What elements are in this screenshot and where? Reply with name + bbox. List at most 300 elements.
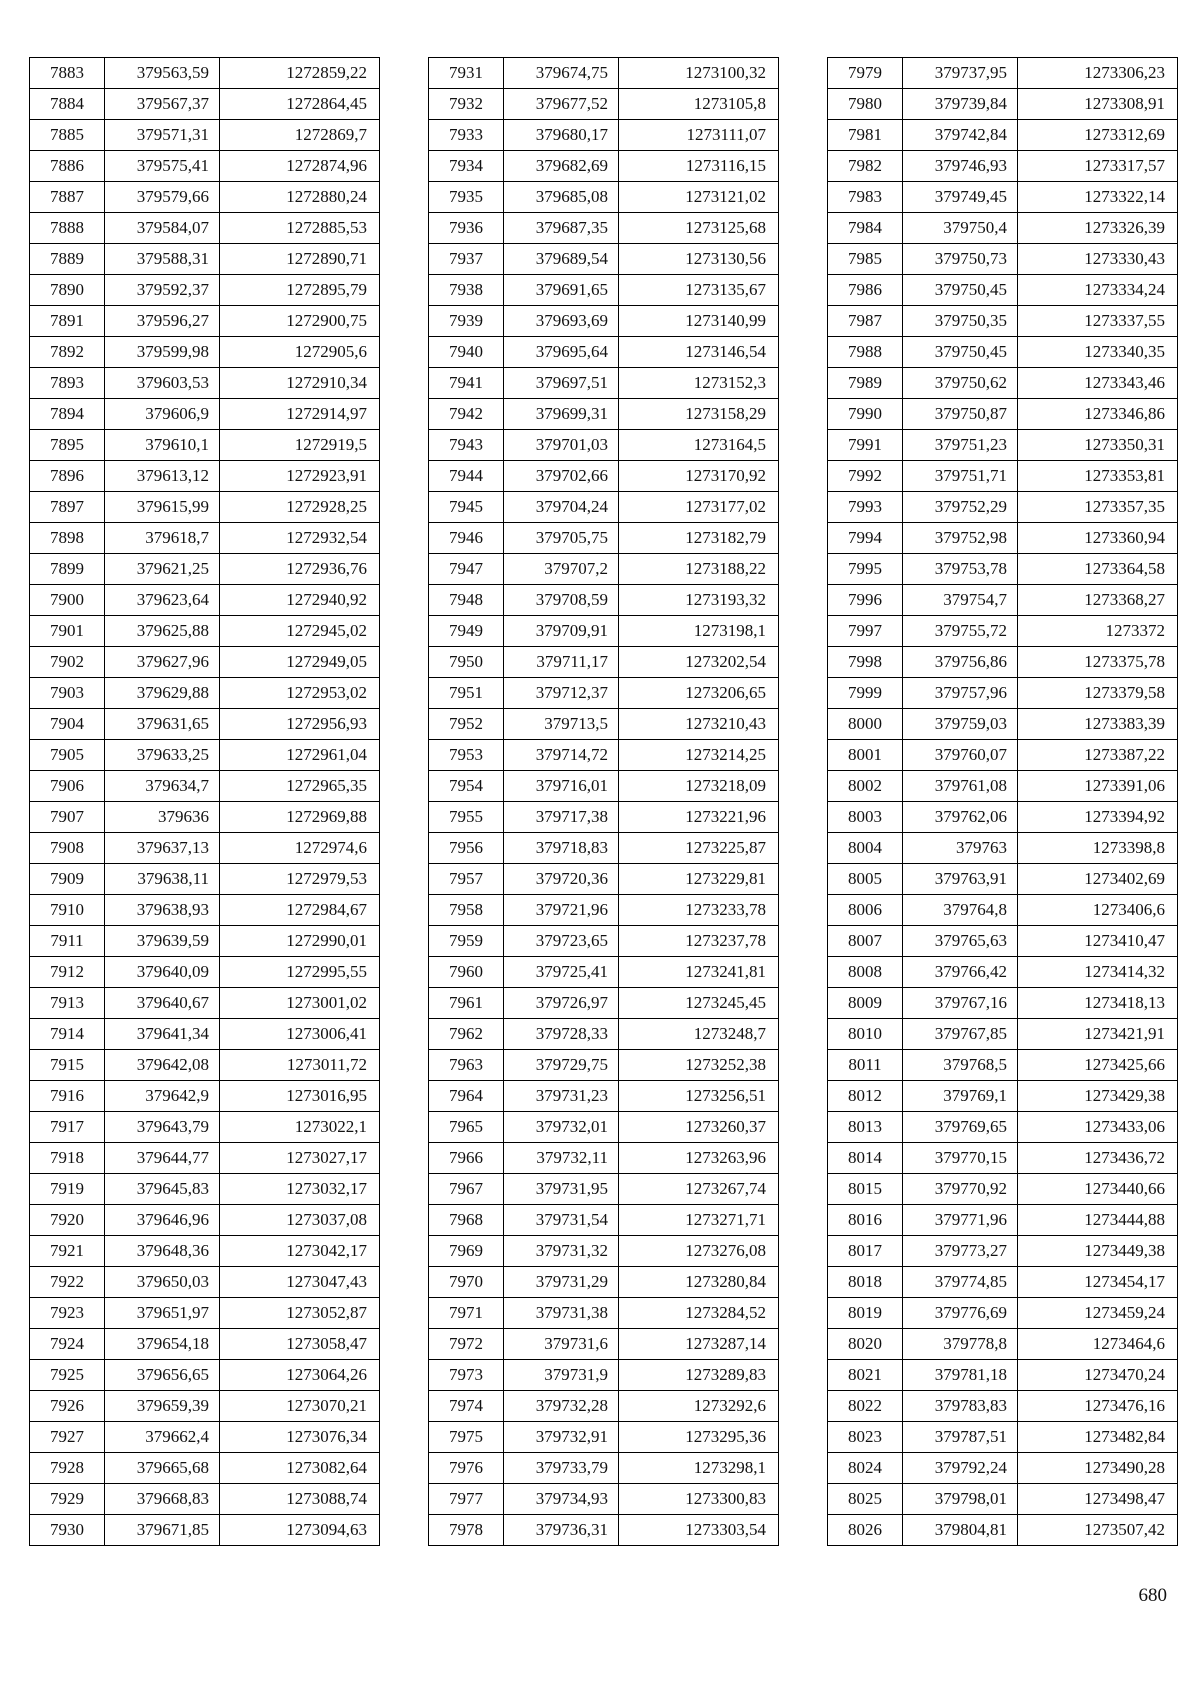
point-number-cell: 7928 [30,1453,105,1484]
point-number-cell: 7932 [429,89,504,120]
x-coordinate-cell: 379731,32 [504,1236,619,1267]
y-coordinate-cell: 1273464,6 [1018,1329,1178,1360]
y-coordinate-cell: 1273459,24 [1018,1298,1178,1329]
x-coordinate-cell: 379641,34 [105,1019,220,1050]
point-number-cell: 7940 [429,337,504,368]
table-row [429,399,779,430]
point-number-cell: 8011 [828,1050,903,1081]
y-coordinate-cell: 1273237,78 [619,926,779,957]
table-row [429,802,779,833]
page-number: 680 [1138,1585,1167,1606]
x-coordinate-cell: 379707,2 [504,554,619,585]
point-number-cell: 7983 [828,182,903,213]
table-row [30,1453,380,1484]
table-row [30,616,380,647]
table-row [429,1453,779,1484]
table-row [30,1298,380,1329]
table-row [828,833,1178,864]
x-coordinate-cell: 379736,31 [504,1515,619,1546]
table-row [30,1081,380,1112]
x-coordinate-cell: 379638,93 [105,895,220,926]
y-coordinate-cell: 1273507,42 [1018,1515,1178,1546]
x-coordinate-cell: 379753,78 [903,554,1018,585]
table-row [429,833,779,864]
y-coordinate-cell: 1273308,91 [1018,89,1178,120]
y-coordinate-cell: 1273121,02 [619,182,779,213]
point-number-cell: 7970 [429,1267,504,1298]
y-coordinate-cell: 1273429,38 [1018,1081,1178,1112]
y-coordinate-cell: 1273343,46 [1018,368,1178,399]
x-coordinate-cell: 379733,79 [504,1453,619,1484]
x-coordinate-cell: 379695,64 [504,337,619,368]
x-coordinate-cell: 379720,36 [504,864,619,895]
table-row [429,1050,779,1081]
y-coordinate-cell: 1273306,23 [1018,58,1178,89]
point-number-cell: 7900 [30,585,105,616]
y-coordinate-cell: 1272905,6 [220,337,380,368]
table-row [828,1205,1178,1236]
table-row [828,58,1178,89]
y-coordinate-cell: 1273360,94 [1018,523,1178,554]
point-number-cell: 7914 [30,1019,105,1050]
point-number-cell: 7968 [429,1205,504,1236]
y-coordinate-cell: 1273130,56 [619,244,779,275]
x-coordinate-cell: 379592,37 [105,275,220,306]
y-coordinate-cell: 1272965,35 [220,771,380,802]
table-row [429,1205,779,1236]
y-coordinate-cell: 1273135,67 [619,275,779,306]
y-coordinate-cell: 1273444,88 [1018,1205,1178,1236]
x-coordinate-cell: 379726,97 [504,988,619,1019]
y-coordinate-cell: 1272869,7 [220,120,380,151]
x-coordinate-cell: 379599,98 [105,337,220,368]
x-coordinate-cell: 379737,95 [903,58,1018,89]
table-row [828,709,1178,740]
x-coordinate-cell: 379792,24 [903,1453,1018,1484]
x-coordinate-cell: 379606,9 [105,399,220,430]
x-coordinate-cell: 379665,68 [105,1453,220,1484]
point-number-cell: 8002 [828,771,903,802]
point-number-cell: 7994 [828,523,903,554]
point-number-cell: 7916 [30,1081,105,1112]
x-coordinate-cell: 379701,03 [504,430,619,461]
point-number-cell: 7927 [30,1422,105,1453]
point-number-cell: 8005 [828,864,903,895]
point-number-cell: 8016 [828,1205,903,1236]
y-coordinate-cell: 1273267,74 [619,1174,779,1205]
x-coordinate-cell: 379718,83 [504,833,619,864]
point-number-cell: 7959 [429,926,504,957]
point-number-cell: 7967 [429,1174,504,1205]
table-row [429,1236,779,1267]
y-coordinate-cell: 1273233,78 [619,895,779,926]
point-number-cell: 7964 [429,1081,504,1112]
point-number-cell: 8008 [828,957,903,988]
point-number-cell: 7980 [828,89,903,120]
table-row [30,461,380,492]
y-coordinate-cell: 1273317,57 [1018,151,1178,182]
point-number-cell: 7956 [429,833,504,864]
point-number-cell: 7938 [429,275,504,306]
x-coordinate-cell: 379596,27 [105,306,220,337]
y-coordinate-cell: 1273346,86 [1018,399,1178,430]
table-row [429,647,779,678]
point-number-cell: 8025 [828,1484,903,1515]
y-coordinate-cell: 1272932,54 [220,523,380,554]
table-row [30,213,380,244]
point-number-cell: 7888 [30,213,105,244]
x-coordinate-cell: 379677,52 [504,89,619,120]
point-number-cell: 7941 [429,368,504,399]
y-coordinate-cell: 1273425,66 [1018,1050,1178,1081]
point-number-cell: 7919 [30,1174,105,1205]
x-coordinate-cell: 379770,92 [903,1174,1018,1205]
table-row [429,523,779,554]
x-coordinate-cell: 379774,85 [903,1267,1018,1298]
table-row [828,1019,1178,1050]
table-row [828,616,1178,647]
table-row [828,1422,1178,1453]
x-coordinate-cell: 379723,65 [504,926,619,957]
point-number-cell: 7985 [828,244,903,275]
point-number-cell: 7971 [429,1298,504,1329]
x-coordinate-cell: 379771,96 [903,1205,1018,1236]
point-number-cell: 7992 [828,461,903,492]
y-coordinate-cell: 1273022,1 [220,1112,380,1143]
point-number-cell: 7978 [429,1515,504,1546]
table-row [429,926,779,957]
table-row [30,1422,380,1453]
x-coordinate-cell: 379766,42 [903,957,1018,988]
table-row [828,1298,1178,1329]
table-row [828,492,1178,523]
x-coordinate-cell: 379623,64 [105,585,220,616]
y-coordinate-cell: 1273482,84 [1018,1422,1178,1453]
x-coordinate-cell: 379761,08 [903,771,1018,802]
table-row [828,1453,1178,1484]
x-coordinate-cell: 379731,6 [504,1329,619,1360]
point-number-cell: 7947 [429,554,504,585]
point-number-cell: 8000 [828,709,903,740]
table-row [828,864,1178,895]
table-row [30,151,380,182]
x-coordinate-cell: 379764,8 [903,895,1018,926]
x-coordinate-cell: 379749,45 [903,182,1018,213]
table-row [828,1081,1178,1112]
y-coordinate-cell: 1273221,96 [619,802,779,833]
x-coordinate-cell: 379645,83 [105,1174,220,1205]
x-coordinate-cell: 379610,1 [105,430,220,461]
table-row [30,833,380,864]
y-coordinate-cell: 1273214,25 [619,740,779,771]
x-coordinate-cell: 379651,97 [105,1298,220,1329]
table-row [828,1515,1178,1546]
y-coordinate-cell: 1273298,1 [619,1453,779,1484]
point-number-cell: 7990 [828,399,903,430]
table-row [429,461,779,492]
table-row [30,1267,380,1298]
table-row [30,554,380,585]
table-row [828,1267,1178,1298]
x-coordinate-cell: 379755,72 [903,616,1018,647]
x-coordinate-cell: 379575,41 [105,151,220,182]
x-coordinate-cell: 379750,4 [903,213,1018,244]
table-row [828,678,1178,709]
table-row [30,1112,380,1143]
x-coordinate-cell: 379725,41 [504,957,619,988]
x-coordinate-cell: 379674,75 [504,58,619,89]
x-coordinate-cell: 379603,53 [105,368,220,399]
y-coordinate-cell: 1273058,47 [220,1329,380,1360]
x-coordinate-cell: 379731,38 [504,1298,619,1329]
point-number-cell: 7984 [828,213,903,244]
y-coordinate-cell: 1273271,71 [619,1205,779,1236]
point-number-cell: 8023 [828,1422,903,1453]
point-number-cell: 8018 [828,1267,903,1298]
y-coordinate-cell: 1273414,32 [1018,957,1178,988]
x-coordinate-cell: 379716,01 [504,771,619,802]
y-coordinate-cell: 1273406,6 [1018,895,1178,926]
point-number-cell: 7887 [30,182,105,213]
table-row [828,647,1178,678]
x-coordinate-cell: 379778,8 [903,1329,1018,1360]
y-coordinate-cell: 1273383,39 [1018,709,1178,740]
x-coordinate-cell: 379760,07 [903,740,1018,771]
table-row [30,1329,380,1360]
y-coordinate-cell: 1273280,84 [619,1267,779,1298]
y-coordinate-cell: 1273082,64 [220,1453,380,1484]
y-coordinate-cell: 1273284,52 [619,1298,779,1329]
y-coordinate-cell: 1272864,45 [220,89,380,120]
y-coordinate-cell: 1272859,22 [220,58,380,89]
table-row [429,1298,779,1329]
x-coordinate-cell: 379680,17 [504,120,619,151]
x-coordinate-cell: 379699,31 [504,399,619,430]
y-coordinate-cell: 1273076,34 [220,1422,380,1453]
table-row [30,678,380,709]
point-number-cell: 7969 [429,1236,504,1267]
y-coordinate-cell: 1273340,35 [1018,337,1178,368]
y-coordinate-cell: 1273398,8 [1018,833,1178,864]
table-row [429,430,779,461]
table-row [429,306,779,337]
table-row [30,1205,380,1236]
point-number-cell: 7965 [429,1112,504,1143]
table-row [828,1391,1178,1422]
y-coordinate-cell: 1273245,45 [619,988,779,1019]
x-coordinate-cell: 379627,96 [105,647,220,678]
x-coordinate-cell: 379633,25 [105,740,220,771]
y-coordinate-cell: 1273252,38 [619,1050,779,1081]
y-coordinate-cell: 1273116,15 [619,151,779,182]
point-number-cell: 7895 [30,430,105,461]
x-coordinate-cell: 379752,98 [903,523,1018,554]
point-number-cell: 7890 [30,275,105,306]
x-coordinate-cell: 379763,91 [903,864,1018,895]
table-row [828,554,1178,585]
y-coordinate-cell: 1273379,58 [1018,678,1178,709]
y-coordinate-cell: 1272949,05 [220,647,380,678]
point-number-cell: 7977 [429,1484,504,1515]
point-number-cell: 7997 [828,616,903,647]
x-coordinate-cell: 379759,03 [903,709,1018,740]
y-coordinate-cell: 1273260,37 [619,1112,779,1143]
y-coordinate-cell: 1272928,25 [220,492,380,523]
point-number-cell: 7981 [828,120,903,151]
x-coordinate-cell: 379728,33 [504,1019,619,1050]
point-number-cell: 7898 [30,523,105,554]
y-coordinate-cell: 1273421,91 [1018,1019,1178,1050]
y-coordinate-cell: 1273300,83 [619,1484,779,1515]
y-coordinate-cell: 1273140,99 [619,306,779,337]
point-number-cell: 7912 [30,957,105,988]
point-number-cell: 7889 [30,244,105,275]
point-number-cell: 7936 [429,213,504,244]
table-row [30,1484,380,1515]
table-row [828,1360,1178,1391]
table-row [429,1484,779,1515]
point-number-cell: 8026 [828,1515,903,1546]
point-number-cell: 8020 [828,1329,903,1360]
point-number-cell: 7903 [30,678,105,709]
table-row [429,151,779,182]
x-coordinate-cell: 379750,73 [903,244,1018,275]
y-coordinate-cell: 1273303,54 [619,1515,779,1546]
y-coordinate-cell: 1273088,74 [220,1484,380,1515]
x-coordinate-cell: 379682,69 [504,151,619,182]
table-row [30,368,380,399]
table-row [429,585,779,616]
x-coordinate-cell: 379642,9 [105,1081,220,1112]
point-number-cell: 7892 [30,337,105,368]
y-coordinate-cell: 1273094,63 [220,1515,380,1546]
y-coordinate-cell: 1273164,5 [619,430,779,461]
point-number-cell: 7920 [30,1205,105,1236]
x-coordinate-cell: 379704,24 [504,492,619,523]
y-coordinate-cell: 1273476,16 [1018,1391,1178,1422]
table-row [828,1143,1178,1174]
y-coordinate-cell: 1273387,22 [1018,740,1178,771]
table-row [429,1112,779,1143]
table-row [429,1143,779,1174]
table-row [30,926,380,957]
table-row [429,864,779,895]
point-number-cell: 8007 [828,926,903,957]
table-row [828,337,1178,368]
point-number-cell: 7943 [429,430,504,461]
point-number-cell: 7884 [30,89,105,120]
table-row [828,523,1178,554]
point-number-cell: 7909 [30,864,105,895]
point-number-cell: 7986 [828,275,903,306]
point-number-cell: 7995 [828,554,903,585]
y-coordinate-cell: 1273202,54 [619,647,779,678]
x-coordinate-cell: 379650,03 [105,1267,220,1298]
y-coordinate-cell: 1273210,43 [619,709,779,740]
y-coordinate-cell: 1273287,14 [619,1329,779,1360]
table-row [30,647,380,678]
x-coordinate-cell: 379804,81 [903,1515,1018,1546]
table-row [30,1515,380,1546]
table-row [429,1360,779,1391]
point-number-cell: 8012 [828,1081,903,1112]
point-number-cell: 7975 [429,1422,504,1453]
point-number-cell: 7988 [828,337,903,368]
table-row [30,89,380,120]
table-row [30,1143,380,1174]
table-row [429,492,779,523]
point-number-cell: 8015 [828,1174,903,1205]
y-coordinate-cell: 1273440,66 [1018,1174,1178,1205]
point-number-cell: 7906 [30,771,105,802]
x-coordinate-cell: 379656,65 [105,1360,220,1391]
point-number-cell: 8014 [828,1143,903,1174]
x-coordinate-cell: 379668,83 [105,1484,220,1515]
y-coordinate-cell: 1272979,53 [220,864,380,895]
table-row [429,1267,779,1298]
y-coordinate-cell: 1273177,02 [619,492,779,523]
table-row [30,988,380,1019]
table-row [429,244,779,275]
point-number-cell: 7913 [30,988,105,1019]
point-number-cell: 7942 [429,399,504,430]
point-number-cell: 7935 [429,182,504,213]
y-coordinate-cell: 1272969,88 [220,802,380,833]
x-coordinate-cell: 379798,01 [903,1484,1018,1515]
point-number-cell: 7925 [30,1360,105,1391]
table-row [828,926,1178,957]
point-number-cell: 7923 [30,1298,105,1329]
point-number-cell: 7950 [429,647,504,678]
table-row [828,895,1178,926]
y-coordinate-cell: 1272923,91 [220,461,380,492]
y-coordinate-cell: 1272995,55 [220,957,380,988]
y-coordinate-cell: 1273052,87 [220,1298,380,1329]
y-coordinate-cell: 1273047,43 [220,1267,380,1298]
x-coordinate-cell: 379640,09 [105,957,220,988]
point-number-cell: 7987 [828,306,903,337]
x-coordinate-cell: 379750,35 [903,306,1018,337]
table-row [828,802,1178,833]
table-row [30,1174,380,1205]
y-coordinate-cell: 1272956,93 [220,709,380,740]
point-number-cell: 7962 [429,1019,504,1050]
table-row [30,58,380,89]
table-row [828,771,1178,802]
point-number-cell: 7945 [429,492,504,523]
table-row [429,337,779,368]
table-row [30,120,380,151]
y-coordinate-cell: 1273256,51 [619,1081,779,1112]
table-row [429,1174,779,1205]
point-number-cell: 7926 [30,1391,105,1422]
point-number-cell: 7976 [429,1453,504,1484]
y-coordinate-cell: 1273125,68 [619,213,779,244]
point-number-cell: 7982 [828,151,903,182]
x-coordinate-cell: 379639,59 [105,926,220,957]
table-row [828,120,1178,151]
table-row [30,306,380,337]
coordinates-table-3 [827,57,1178,1546]
point-number-cell: 7949 [429,616,504,647]
x-coordinate-cell: 379687,35 [504,213,619,244]
table-row [30,492,380,523]
x-coordinate-cell: 379732,28 [504,1391,619,1422]
x-coordinate-cell: 379731,54 [504,1205,619,1236]
x-coordinate-cell: 379769,1 [903,1081,1018,1112]
table-row [30,802,380,833]
point-number-cell: 7937 [429,244,504,275]
